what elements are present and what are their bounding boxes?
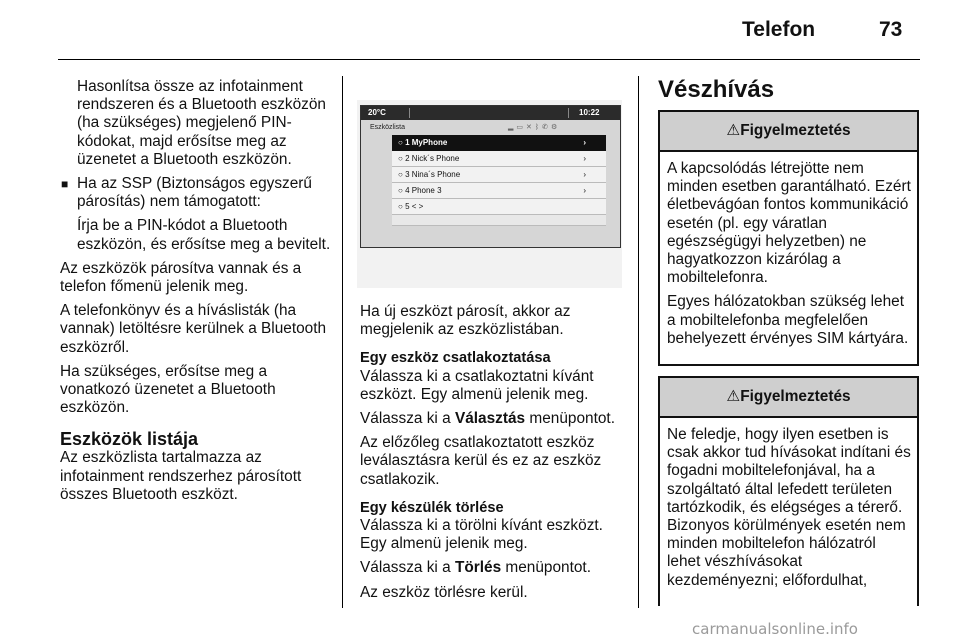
warning-box-1 — [658, 110, 919, 366]
chevron-right-icon: › — [583, 186, 586, 195]
device-radio-icon: ○ — [398, 138, 406, 147]
device-list-text: Az eszközlista tartalmazza az infotainment rendszerhez párosított összes Bluetooth eszközt. — [60, 449, 302, 503]
device-list-heading: Eszközök listája — [60, 429, 199, 450]
connect-device-heading: Egy eszköz csatlakoztatása — [360, 350, 551, 367]
delete-select-text: Válassza ki a törölni kívánt eszközt. Egy almenü jelenik meg. — [360, 517, 603, 553]
chevron-right-icon: › — [583, 170, 586, 179]
clock-readout: 10:22 — [579, 108, 600, 117]
settings-icon: ⚙ — [550, 124, 561, 131]
pin-enter-text: Írja be a PIN-kódot a Bluetooth eszközön, és erősítse meg a bevitelt. — [77, 217, 331, 253]
chevron-right-icon: › — [583, 138, 586, 147]
device-item-1[interactable]: ○ 1 MyPhone › — [392, 135, 606, 151]
chevron-right-icon: › — [583, 154, 586, 163]
device-radio-icon: ○ — [398, 186, 406, 195]
warning-text: Ne feledje, hogy ilyen esetben is csak akkor tud hívásokat indítani és fogadni mobiltelefonjával, ha a szolgáltató által lefedett területen tartózkodik, és elégséges a térerő. Bizonyos körülmények esetén nem minden mobiltelefon hálózatról lehet vészhívásokat kezdeményezni; előfordulhat, — [667, 426, 911, 589]
watermark: carmanualsonline.info — [692, 620, 858, 638]
device-item-empty — [392, 215, 606, 226]
warning-triangle-icon: ⚠ — [726, 388, 741, 405]
signal-icon: ▂ — [508, 124, 517, 131]
page-header — [0, 0, 960, 60]
connect-select-text: Válassza ki a csatlakoztatni kívánt eszközt. Egy almenü jelenik meg. — [360, 367, 594, 403]
warning-box-2 — [658, 376, 919, 606]
warning-text: Egyes hálózatokban szükség lehet a mobiltelefonba megfelelően behelyezett érvényes SIM kártyára. — [667, 293, 909, 347]
warning-header: ⚠Figyelmeztetés — [660, 378, 917, 418]
device-item-4[interactable]: ○ 4 Phone 3 › — [392, 183, 606, 199]
device-radio-icon: ○ — [398, 202, 406, 211]
device-item-5[interactable]: ○ 5 < > — [392, 199, 606, 215]
phonebook-text: A telefonkönyv és a híváslisták (ha vannak) letöltésre kerülnek a Bluetooth eszközről. — [60, 302, 327, 356]
infotainment-screen — [360, 105, 621, 248]
column-divider-right — [638, 76, 639, 608]
emergency-call-heading: Vészhívás — [658, 76, 775, 103]
confirm-text: Ha szükséges, erősítse meg a vonatkozó üzenetet a Bluetooth eszközön. — [60, 362, 276, 417]
select-menu-term: Választás — [454, 410, 526, 428]
page-title: Telefon — [742, 18, 816, 41]
warning-body — [660, 418, 917, 602]
new-device-text: Ha új eszközt párosít, akkor az megjelenik az eszközlistában. — [360, 303, 571, 339]
pin-compare-text: Hasonlítsa össze az infotainment rendszeren és a Bluetooth eszközön (ha szükséges) megjelenő PIN-kódokat, majd erősítse meg az üzenetet a Bluetooth eszközön. — [77, 78, 326, 168]
left-column — [60, 78, 332, 510]
delete-choose-text: Válassza ki a Törlés menüpontot. — [360, 559, 591, 577]
bullet-square-icon: ■ — [61, 177, 69, 192]
page-number: 73 — [879, 18, 903, 41]
ssp-bullet-text: Ha az SSP (Biztonságos egyszerű párosítás) nem támogatott: — [77, 175, 312, 211]
status-separator — [568, 108, 569, 118]
connect-choose-text: Válassza ki a Választás menüpontot. — [360, 410, 615, 428]
middle-column — [360, 303, 630, 608]
phone-icon: ✆ — [542, 124, 551, 131]
status-bar — [361, 106, 620, 120]
device-item-2[interactable]: ○ 2 Nick´s Phone › — [392, 151, 606, 167]
status-separator — [409, 108, 410, 118]
temperature-readout: 20°C — [368, 108, 386, 117]
bluetooth-icon: ᛒ — [534, 124, 543, 131]
delete-device-heading: Egy készülék törlése — [360, 499, 504, 516]
delete-result-text: Az eszköz törlésre kerül. — [360, 583, 528, 601]
device-list-title: Eszközlista — [370, 124, 406, 131]
device-list — [392, 135, 606, 226]
warning-body — [660, 152, 917, 360]
status-icons — [508, 123, 560, 131]
warning-header: ⚠Figyelmeztetés — [660, 112, 917, 152]
infotainment-screenshot — [357, 100, 622, 288]
device-radio-icon: ○ — [398, 170, 406, 179]
warning-triangle-icon: ⚠ — [726, 122, 741, 139]
header-rule — [58, 59, 920, 60]
device-item-3[interactable]: ○ 3 Nina´s Phone › — [392, 167, 606, 183]
delete-menu-term: Törlés — [454, 559, 502, 577]
ssp-bullet — [60, 175, 332, 211]
column-divider-left — [342, 76, 343, 608]
mute-icon: ✕ — [526, 124, 535, 131]
device-radio-icon: ○ — [398, 154, 406, 163]
connect-result-text: Az előzőleg csatlakoztatott eszköz leválasztásra kerül és ez az eszköz csatlakozik. — [360, 434, 602, 488]
paired-text: Az eszközök párosítva vannak és a telefon főmenü jelenik meg. — [60, 259, 302, 296]
warning-text: A kapcsolódás létrejötte nem minden esetben garantálható. Ezért életbevágóan fontos kommunikáció esetén (pl. egy váratlan egészségügyi helyzetben) ne hagyatkozzon kizárólag a mobiltelefonra. — [667, 160, 911, 287]
battery-icon: ▭ — [516, 124, 527, 131]
